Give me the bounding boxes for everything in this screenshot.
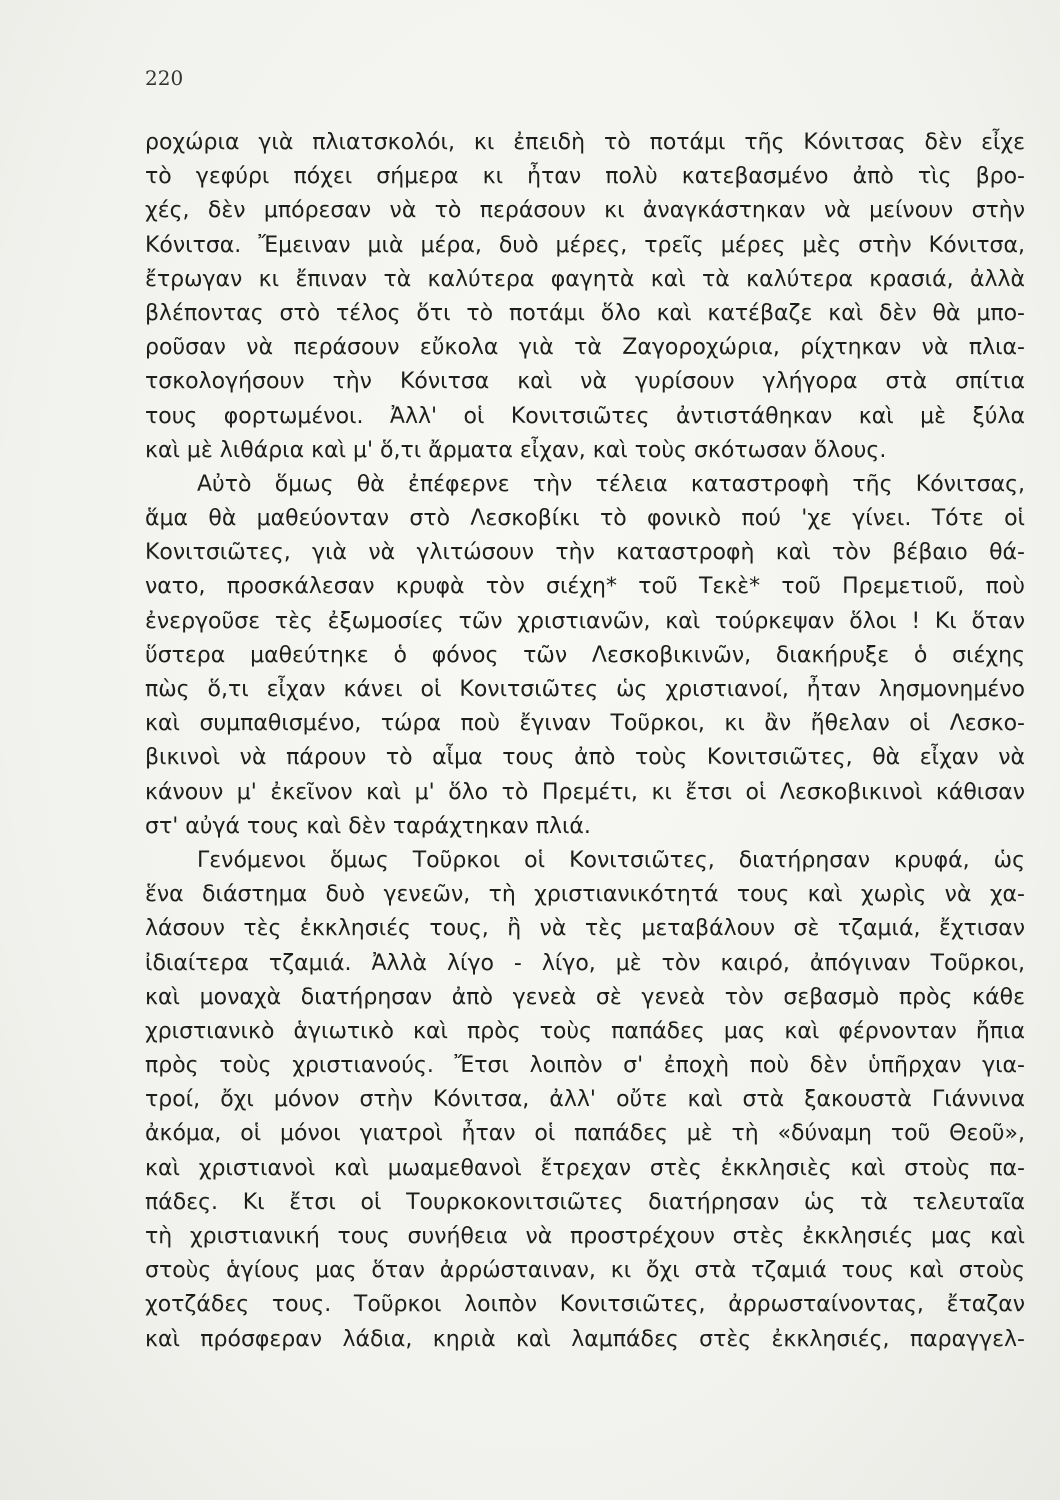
text-line: κάνουν μ' ἐκεῖνον καὶ μ' ὅλο τὸ Πρεμέτι, κι ἔτσι οἱ Λεσκοβικινοὶ κάθισαν bbox=[145, 779, 1025, 805]
text-line: ἐνεργοῦσε τὲς ἐξωμοσίες τῶν χριστιανῶν, καὶ τούρκεψαν ὅλοι ! Κι ὅταν bbox=[145, 608, 1025, 634]
text-line: τροί, ὄχι μόνον στὴν Κόνιτσα, ἀλλ' οὔτε καὶ στὰ ξακουστὰ Γιάννινα bbox=[145, 1087, 1025, 1113]
text-line: ἕνα διάστημα δυὸ γενεῶν, τὴ χριστιανικότητά τους καὶ χωρὶς νὰ χα- bbox=[145, 882, 1025, 908]
text-line: ἔτρωγαν κι ἔπιναν τὰ καλύτερα φαγητὰ καὶ τὰ καλύτερα κρασιά, ἀλλὰ bbox=[145, 266, 1025, 292]
text-line: νατο, προσκάλεσαν κρυφὰ τὸν σιέχη* τοῦ Τεκὲ* τοῦ Πρεμετιοῦ, ποὺ bbox=[145, 574, 1025, 600]
text-line: Κονιτσιῶτες, γιὰ νὰ γλιτώσουν τὴν καταστροφὴ καὶ τὸν βέβαιο θά- bbox=[145, 540, 1025, 566]
text-line: ὕστερα μαθεύτηκε ὁ φόνος τῶν Λεσκοβικινῶν, διακήρυξε ὁ σιέχης bbox=[145, 642, 1025, 668]
text-line: πάδες. Κι ἔτσι οἱ Τουρκοκονιτσιῶτες διατήρησαν ὡς τὰ τελευταῖα bbox=[145, 1189, 1025, 1215]
page-number: 220 bbox=[145, 66, 184, 90]
text-line: χριστιανικὸ ἁγιωτικὸ καὶ πρὸς τοὺς παπάδες μας καὶ φέρνονταν ἤπια bbox=[145, 1018, 1025, 1044]
text-line: τὸ γεφύρι πόχει σήμερα κι ἦταν πολὺ κατεβασμένο ἀπὸ τὶς βρο- bbox=[145, 164, 1025, 190]
text-line: ἅμα θὰ μαθεύονταν στὸ Λεσκοβίκι τὸ φονικὸ πού 'χε γίνει. Τότε οἱ bbox=[145, 506, 1025, 532]
text-line: βλέποντας στὸ τέλος ὅτι τὸ ποτάμι ὅλο καὶ κατέβαζε καὶ δὲν θὰ μπο- bbox=[145, 300, 1025, 326]
text-line: καὶ χριστιανοὶ καὶ μωαμεθανοὶ ἔτρεχαν στὲς ἐκκλησιὲς καὶ στοὺς πα- bbox=[145, 1155, 1025, 1181]
text-line: στ' αὐγά τους καὶ δὲν ταράχτηκαν πλιά. bbox=[145, 813, 591, 839]
text-line: ροχώρια γιὰ πλιατσκολόι, κι ἐπειδὴ τὸ ποτάμι τῆς Κόνιτσας δὲν εἶχε bbox=[145, 130, 1025, 155]
text-line: Κόνιτσα. Ἔμειναν μιὰ μέρα, δυὸ μέρες, τρεῖς μέρες μὲς στὴν Κόνιτσα, bbox=[145, 232, 1025, 258]
text-line: Γενόμενοι ὅμως Τοῦρκοι οἱ Κονιτσιῶτες, διατήρησαν κρυφά, ὡς bbox=[197, 847, 1025, 873]
text-line: ροῦσαν νὰ περάσουν εὔκολα γιὰ τὰ Ζαγοροχώρια, ρίχτηκαν νὰ πλια- bbox=[145, 335, 1025, 361]
text-line: καὶ μὲ λιθάρια καὶ μ' ὅ,τι ἄρματα εἶχαν, καὶ τοὺς σκότωσαν ὅλους. bbox=[145, 437, 887, 463]
text-line: καὶ μοναχὰ διατήρησαν ἀπὸ γενεὰ σὲ γενεὰ τὸν σεβασμὸ πρὸς κάθε bbox=[145, 984, 1025, 1010]
body-text bbox=[145, 126, 1025, 1357]
text-line: καὶ πρόσφεραν λάδια, κηριὰ καὶ λαμπάδες στὲς ἐκκλησιές, παραγγελ- bbox=[145, 1326, 1025, 1352]
bleed-through-header bbox=[440, 78, 620, 108]
text-line: τους φορτωμένοι. Ἀλλ' οἱ Κονιτσιῶτες ἀντιστάθηκαν καὶ μὲ ξύλα bbox=[145, 403, 1025, 429]
text-line: τσκολογήσουν τὴν Κόνιτσα καὶ νὰ γυρίσουν γλήγορα στὰ σπίτια bbox=[145, 369, 1025, 395]
text-line: ἰδιαίτερα τζαμιά. Ἀλλὰ λίγο - λίγο, μὲ τὸν καιρό, ἀπόγιναν Τοῦρκοι, bbox=[145, 950, 1025, 976]
text-line: ἀκόμα, οἱ μόνοι γιατροὶ ἦταν οἱ παπάδες μὲ τὴ «δύναμη τοῦ Θεοῦ», bbox=[145, 1121, 1025, 1147]
text-line: καὶ συμπαθισμένο, τώρα ποὺ ἔγιναν Τοῦρκοι, κι ἂν ἤθελαν οἱ Λεσκο- bbox=[145, 711, 1025, 737]
text-line: χές, δὲν μπόρεσαν νὰ τὸ περάσουν κι ἀναγκάστηκαν νὰ μείνουν στὴν bbox=[145, 198, 1025, 224]
text-line: τὴ χριστιανική τους συνήθεια νὰ προστρέχουν στὲς ἐκκλησιές μας καὶ bbox=[145, 1224, 1025, 1249]
text-line: χοτζάδες τους. Τοῦρκοι λοιπὸν Κονιτσιῶτες, ἀρρωσταίνοντας, ἔταζαν bbox=[145, 1292, 1025, 1318]
text-line: Αὐτὸ ὅμως θὰ ἐπέφερνε τὴν τέλεια καταστροφὴ τῆς Κόνιτσας, bbox=[197, 471, 1025, 497]
text-line: λάσουν τὲς ἐκκλησιές τους, ἢ νὰ τὲς μεταβάλουν σὲ τζαμιά, ἔχτισαν bbox=[145, 916, 1025, 942]
text-line: πρὸς τοὺς χριστιανούς. Ἔτσι λοιπὸν σ' ἐποχὴ ποὺ δὲν ὑπῆρχαν για- bbox=[145, 1053, 1025, 1079]
text-line: πὼς ὅ,τι εἶχαν κάνει οἱ Κονιτσιῶτες ὡς χριστιανοί, ἦταν λησμονημένο bbox=[145, 677, 1025, 702]
text-line: βικινοὶ νὰ πάρουν τὸ αἷμα τους ἀπὸ τοὺς Κονιτσιῶτες, θὰ εἶχαν νὰ bbox=[145, 745, 1025, 771]
text-line: στοὺς ἁγίους μας ὅταν ἀρρώσταιναν, κι ὄχι στὰ τζαμιά τους καὶ στοὺς bbox=[145, 1258, 1025, 1284]
